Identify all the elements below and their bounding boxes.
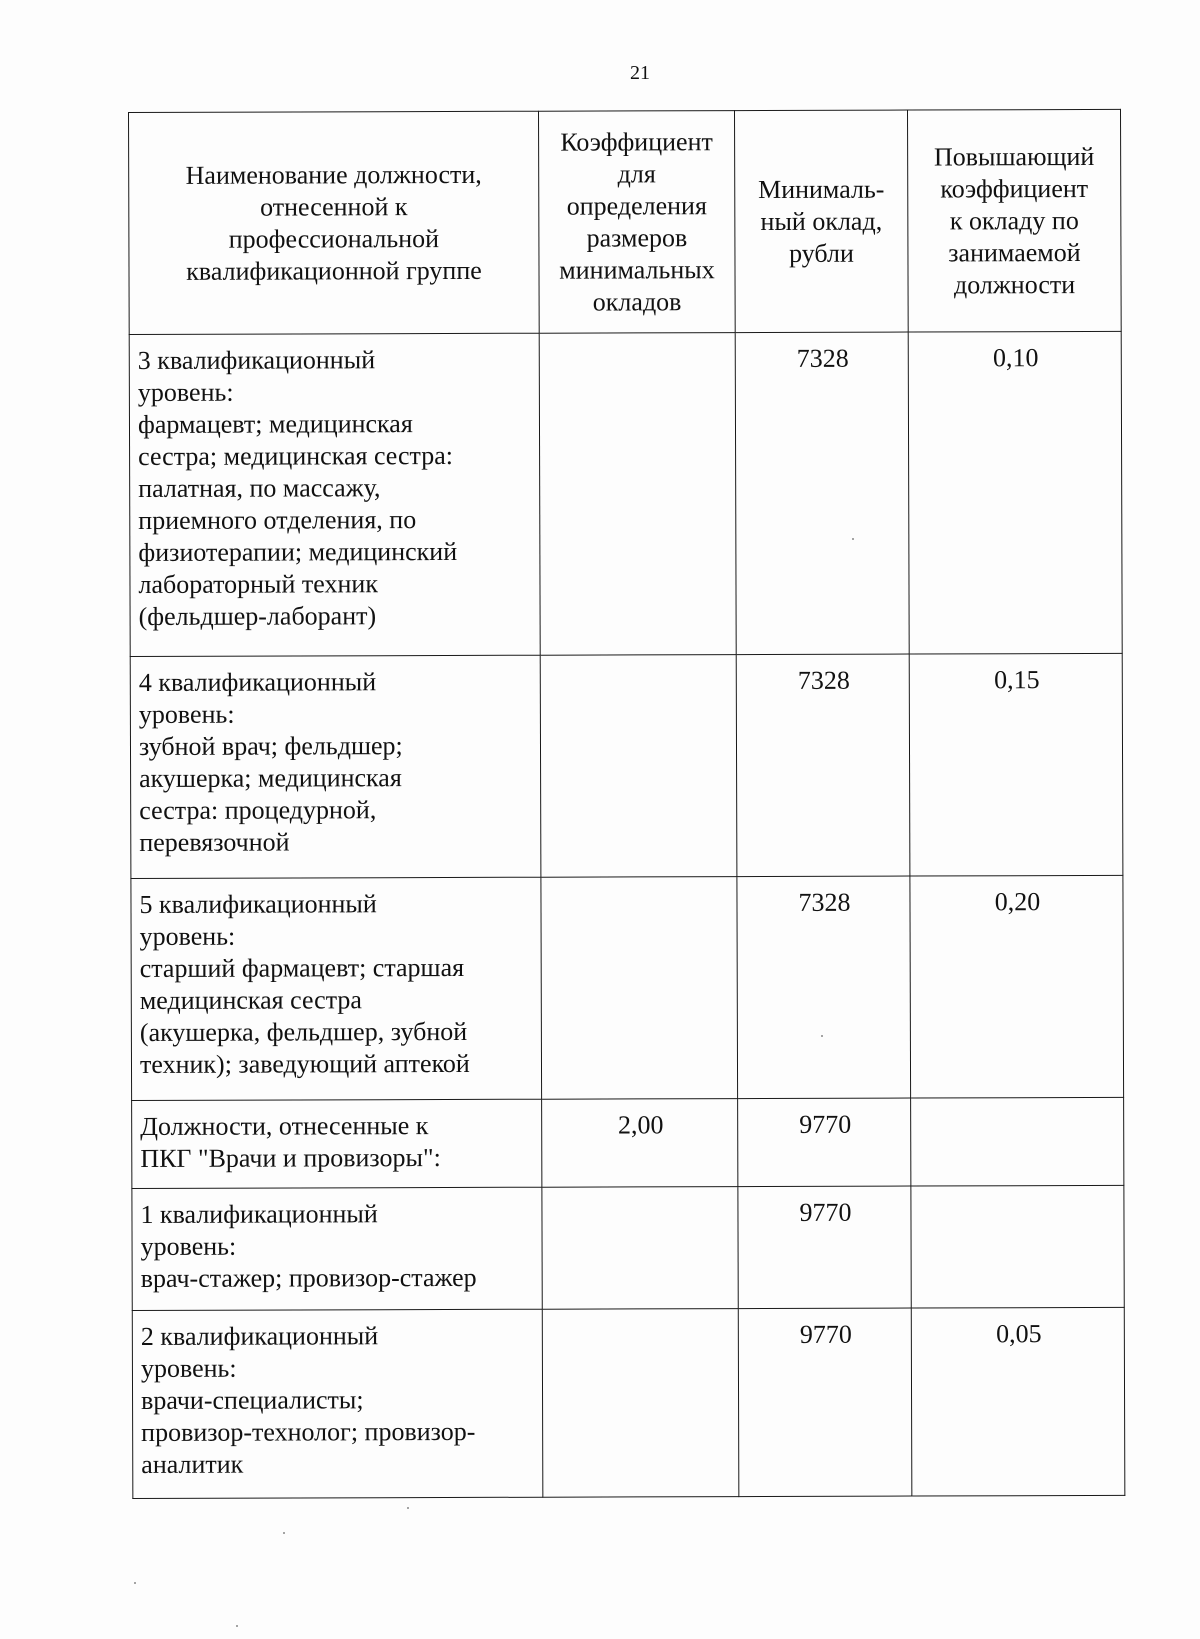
coefficient-cell: 2,00 bbox=[542, 1099, 738, 1188]
coefficient-cell bbox=[539, 333, 736, 656]
raise-coefficient-cell bbox=[911, 1097, 1124, 1186]
position-name-cell: Должности, отнесенные к ПКГ "Врачи и провизоры": bbox=[132, 1099, 542, 1188]
min-salary-cell: 7328 bbox=[735, 332, 909, 655]
min-salary-cell: 7328 bbox=[736, 654, 910, 877]
salary-table bbox=[128, 109, 1125, 1499]
raise-coefficient-cell: 0,10 bbox=[908, 331, 1122, 654]
table-row bbox=[131, 875, 1124, 1100]
coefficient-cell bbox=[542, 1187, 738, 1310]
table-row bbox=[132, 1307, 1125, 1498]
table-row bbox=[132, 1185, 1124, 1310]
min-salary-cell: 7328 bbox=[737, 876, 911, 1099]
table-row bbox=[132, 1097, 1124, 1188]
coefficient-cell bbox=[541, 877, 738, 1100]
header-coefficient: Коэффициент для определения размеров минимальных окладов bbox=[538, 111, 735, 334]
page-number: 21 bbox=[630, 62, 650, 84]
table-row bbox=[129, 331, 1122, 656]
table-row bbox=[130, 653, 1123, 878]
min-salary-cell: 9770 bbox=[738, 1308, 912, 1497]
coefficient-cell bbox=[540, 655, 737, 878]
position-name-cell: 1 квалификационный уровень: врач-стажер; провизор-стажер bbox=[132, 1187, 542, 1310]
coefficient-cell bbox=[542, 1309, 739, 1498]
header-position-name: Наименование должности, отнесенной к профессиональной квалификационной группе bbox=[129, 111, 540, 334]
header-raise-coefficient: Повышающий коэффициент к окладу по занимаемой должности bbox=[907, 109, 1121, 332]
table-header-row bbox=[129, 109, 1122, 334]
raise-coefficient-cell: 0,15 bbox=[909, 653, 1123, 876]
min-salary-cell: 9770 bbox=[738, 1098, 911, 1187]
min-salary-cell: 9770 bbox=[738, 1186, 911, 1309]
header-min-salary: Минималь- ный оклад, рубли bbox=[734, 110, 908, 333]
raise-coefficient-cell: 0,20 bbox=[910, 875, 1124, 1098]
position-name-cell: 5 квалификационный уровень: старший фармацевт; старшая медицинская сестра (акушерка, фельдшер, зубной техник); заведующий аптекой bbox=[131, 877, 542, 1100]
position-name-cell: 4 квалификационный уровень: зубной врач; фельдшер; акушерка; медицинская сестра: процедурной, перевязочной bbox=[130, 655, 541, 878]
raise-coefficient-cell bbox=[911, 1185, 1124, 1308]
raise-coefficient-cell: 0,05 bbox=[911, 1307, 1125, 1496]
position-name-cell: 3 квалификационный уровень: фармацевт; медицинская сестра; медицинская сестра: палатная, по массажу, приемного отделения, по физиотерапии; медицинский лабораторный техник (фельдшер-лаборант) bbox=[129, 333, 540, 656]
position-name-cell: 2 квалификационный уровень: врачи-специалисты; провизор-технолог; провизор- аналитик bbox=[132, 1309, 543, 1498]
